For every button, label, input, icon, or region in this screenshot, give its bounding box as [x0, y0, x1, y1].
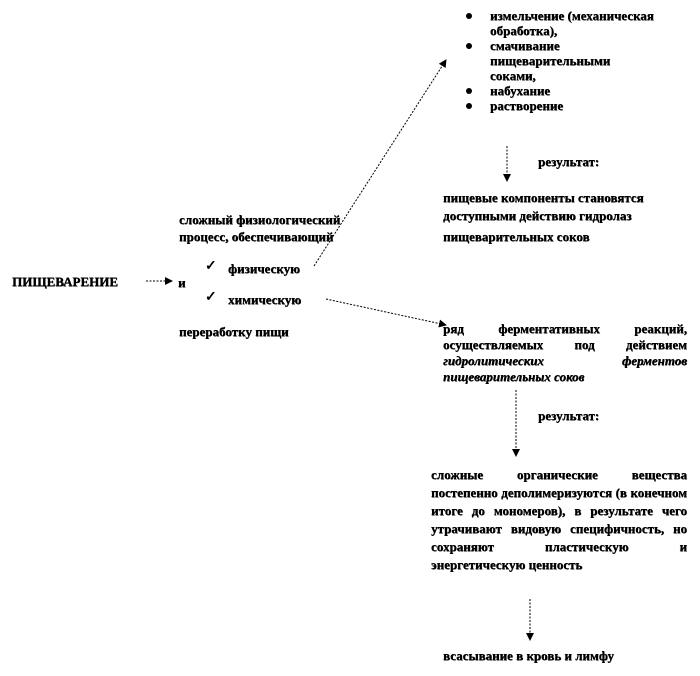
definition-line2: процесс, обеспечивающий	[179, 229, 334, 244]
bullet-icon	[466, 88, 472, 94]
list-item: растворение	[466, 98, 656, 113]
bullet-icon	[466, 103, 472, 109]
physical-result-line1: пищевые компоненты становятся	[443, 190, 644, 205]
absorption-final: всасывание в кровь и лимфу	[443, 648, 614, 663]
check-icon: ✓	[205, 290, 217, 305]
chemical-result-text: сложные органические вещества постепенно деполимеризуются (в конечном итоге до мономеров), в результате чего утрачивают видовую специфичность, но сохраняют пластическую и энергетическую ценность	[431, 467, 687, 572]
chemical-intro-italic: гидролитических ферментов пищеварительных соков	[443, 353, 687, 384]
check-icon: ✓	[205, 259, 217, 274]
definition-tail: переработку пищи	[179, 324, 289, 339]
physical-result-label: результат:	[538, 154, 600, 169]
chemical-result-label: результат:	[538, 408, 600, 423]
list-item: измельчение (механическая обработка),	[466, 8, 656, 38]
arrow-chemical-to-reactions	[326, 299, 446, 325]
connector-and: и	[178, 275, 186, 290]
physical-result-line3: пищеварительных соков	[443, 229, 590, 244]
list-item: смачивание пищеварительными соками,	[466, 38, 656, 83]
definition-physical: физическую	[228, 261, 300, 276]
root-label: ПИЩЕВАРЕНИЕ	[12, 274, 118, 289]
definition-chemical: химическую	[228, 292, 302, 307]
bullet-icon	[466, 13, 472, 19]
bullet-icon	[466, 43, 472, 49]
definition-line1: сложный физиологический	[179, 212, 341, 227]
chemical-intro: ряд ферментативных реакций, осуществляемых под действием гидролитических ферментов пищеварительных соков	[443, 321, 687, 384]
list-item: набухание	[466, 83, 656, 98]
physical-result-line2: доступными действию гидролаз	[443, 208, 632, 223]
arrow-physical-to-bullets	[314, 60, 446, 266]
physical-bullet-list	[466, 8, 656, 113]
